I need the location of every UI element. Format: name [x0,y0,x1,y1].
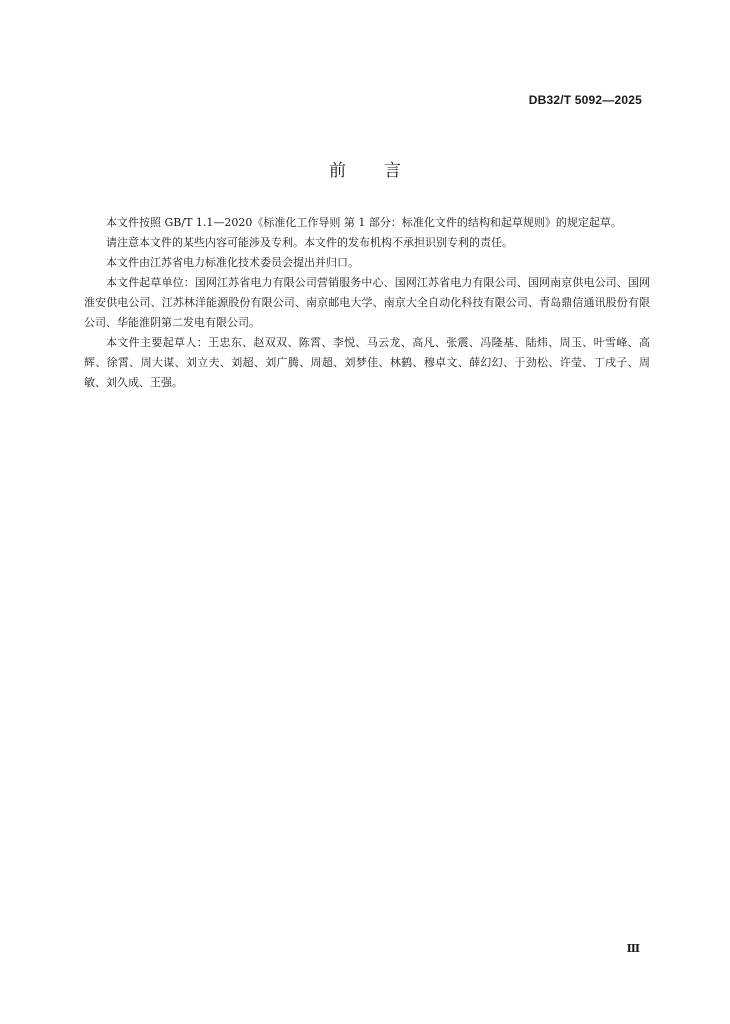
paragraph-drafting-rules: 本文件按照 GB/T 1.1—2020《标准化工作导则 第 1 部分：标准化文件的结构和起草规则》的规定起草。 [106,216,622,229]
page-title: 前言 [329,161,439,181]
document-code: DB32/T 5092—2025 [528,93,642,107]
paragraph-drafting-units: 本文件起草单位：国网江苏省电力有限公司营销服务中心、国网江苏省电力有限公司、国网南京供电公司、国网淮安供电公司、江苏林洋能源股份有限公司、南京邮电大学、南京大全自动化科技有限公司、青岛鼎信通讯股份有限公司、华能淮阴第二发电有限公司。 [84,276,650,329]
page-number: Ⅲ [626,943,640,955]
paragraph-main-drafters: 本文件主要起草人：王忠东、赵双双、陈霄、李悦、马云龙、高凡、张震、冯隆基、陆炜、周玉、叶雪峰、高辉、徐霄、周大谋、刘立夫、刘超、刘广腾、周超、刘梦佳、林鹤、穆卓文、薛幻幻、于劲松、许莹、丁戌子、周敏、刘久成、王强。 [84,336,650,389]
paragraph-patent-notice: 请注意本文件的某些内容可能涉及专利。本文件的发布机构不承担识别专利的责任。 [106,236,513,249]
paragraph-proposer: 本文件由江苏省电力标准化技术委员会提出并归口。 [106,256,359,269]
foreword-body [84,213,650,393]
